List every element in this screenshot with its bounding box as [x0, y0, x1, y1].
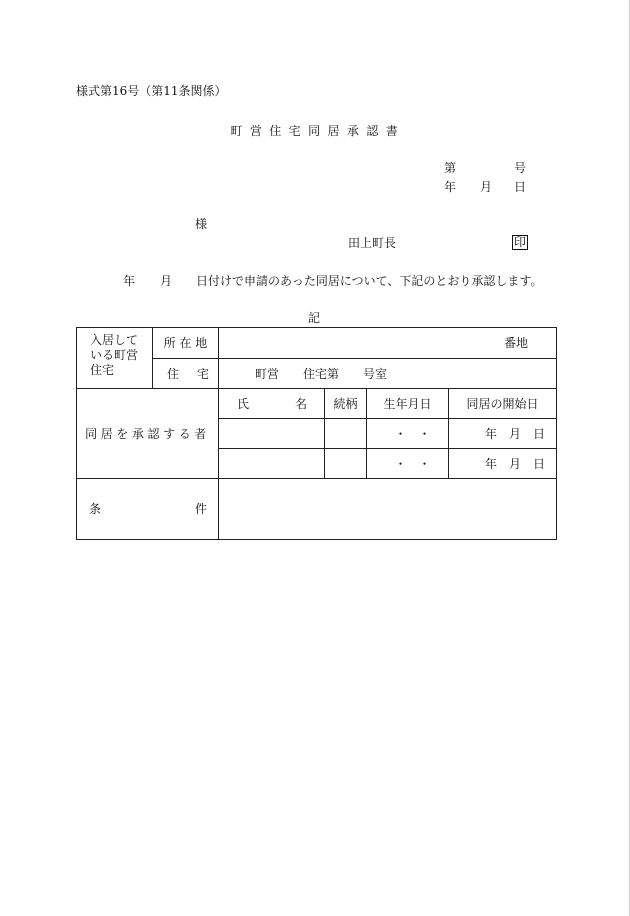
birthdate-cell[interactable]: ・ ・: [367, 449, 449, 479]
approval-table: [76, 327, 557, 540]
current-residence-label: 入居して いる町営 住宅: [77, 328, 153, 389]
location-label: 所 在 地: [153, 328, 219, 359]
date-year: 年: [444, 180, 457, 194]
housing-number: 住宅第: [303, 367, 340, 381]
housing-field[interactable]: [219, 359, 557, 389]
body-year: 年: [123, 274, 136, 288]
col-relation-header: 続柄: [325, 389, 367, 419]
name-cell[interactable]: [219, 449, 325, 479]
recipient-suffix: 様: [195, 217, 208, 231]
birthdate-cell[interactable]: ・ ・: [367, 419, 449, 449]
document-title: 町 営 住 宅 同 居 承 認 書: [230, 124, 400, 138]
conditions-label: 条 件: [77, 479, 219, 540]
issuer-name: 田上町長: [348, 236, 397, 250]
col-start-header: 同居の開始日: [449, 389, 557, 419]
start-date-cell[interactable]: 年 月 日: [449, 449, 557, 479]
doc-number-dai: 第: [444, 161, 457, 175]
seal-mark: 印: [514, 235, 527, 249]
col-birthdate-header: 生年月日: [367, 389, 449, 419]
housing-town: 町営: [255, 367, 280, 381]
start-date-cell[interactable]: 年 月 日: [449, 419, 557, 449]
conditions-field[interactable]: [219, 479, 557, 540]
ki-heading: 記: [308, 311, 321, 325]
form-number: 様式第16号（第11条関係）: [76, 84, 227, 98]
approved-persons-label: 同居を承認する者: [77, 389, 219, 479]
doc-number-go: 号: [514, 161, 527, 175]
relation-cell[interactable]: [325, 419, 367, 449]
body-month: 月: [160, 274, 173, 288]
location-field[interactable]: [219, 328, 557, 359]
relation-cell[interactable]: [325, 449, 367, 479]
location-suffix: 番地: [504, 336, 529, 350]
date-month: 月: [480, 180, 493, 194]
body-text: 日付けで申請のあった同居について、下記のとおり承認します。: [196, 274, 543, 288]
housing-room: 号室: [363, 367, 388, 381]
col-name-header: 氏 名: [219, 389, 325, 419]
housing-label: 住 宅: [153, 359, 219, 389]
date-day: 日: [514, 180, 527, 194]
name-cell[interactable]: [219, 419, 325, 449]
